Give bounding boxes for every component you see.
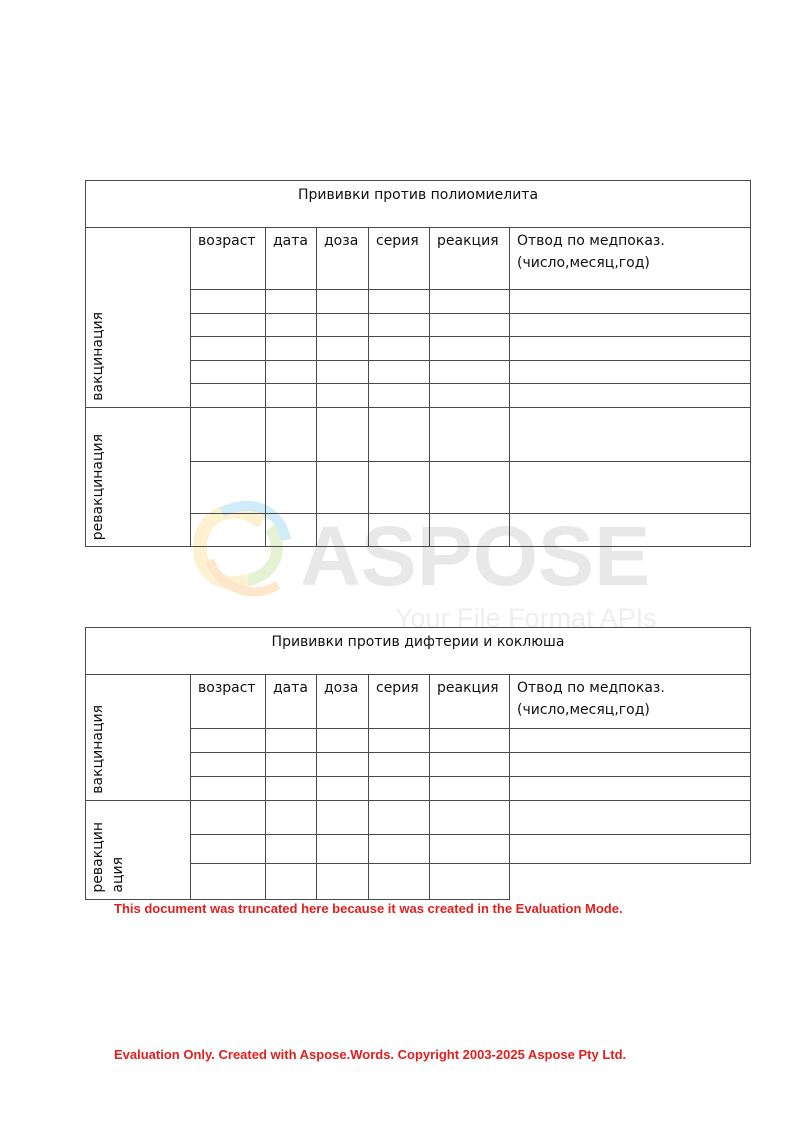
table-cell[interactable] — [369, 408, 430, 462]
header-medical-exemption: Отвод по медпоказ.(число,месяц,год) — [510, 675, 751, 729]
table-cell[interactable] — [430, 337, 510, 361]
table-cell[interactable] — [510, 801, 751, 835]
table-cell[interactable] — [369, 361, 430, 384]
table-cell[interactable] — [266, 753, 317, 777]
table-cell[interactable] — [191, 462, 266, 514]
header-date: дата — [266, 675, 317, 729]
table-cell[interactable] — [191, 337, 266, 361]
table-cell[interactable] — [317, 337, 369, 361]
table-cell[interactable] — [317, 314, 369, 337]
table-cell[interactable] — [369, 384, 430, 408]
table-cell[interactable] — [191, 801, 266, 835]
table-cell[interactable] — [266, 835, 317, 864]
table-cell[interactable] — [369, 801, 430, 835]
section-label-text: ревакцинация — [90, 433, 106, 540]
table-cell[interactable] — [317, 514, 369, 547]
vaccination-section-label — [86, 675, 191, 801]
table-cell[interactable] — [191, 408, 266, 462]
table-cell[interactable] — [430, 290, 510, 314]
table-cell[interactable] — [317, 801, 369, 835]
table-cell[interactable] — [369, 462, 430, 514]
table-cell[interactable] — [266, 864, 317, 900]
table-cell[interactable] — [430, 361, 510, 384]
evaluation-footer: Evaluation Only. Created with Aspose.Words. Copyright 2003-2025 Aspose Pty Ltd. — [114, 1047, 627, 1062]
table-cell[interactable] — [510, 314, 751, 337]
table-cell[interactable] — [430, 801, 510, 835]
table-cell[interactable] — [369, 835, 430, 864]
table-cell[interactable] — [317, 408, 369, 462]
table-cell[interactable] — [510, 290, 751, 314]
truncation-notice: This document was truncated here because it was created in the Evaluation Mode. — [114, 901, 623, 916]
table-cell[interactable] — [266, 290, 317, 314]
table-cell[interactable] — [266, 384, 317, 408]
header-medical-exemption: Отвод по медпоказ.(число,месяц,год) — [510, 228, 751, 290]
table-cell[interactable] — [510, 729, 751, 753]
table-cell[interactable] — [191, 753, 266, 777]
table-cell[interactable] — [510, 337, 751, 361]
table-cell[interactable] — [266, 408, 317, 462]
table-cell[interactable] — [191, 514, 266, 547]
table-cell[interactable] — [266, 314, 317, 337]
table-cell[interactable] — [369, 729, 430, 753]
table-cell[interactable] — [430, 514, 510, 547]
table-cell[interactable] — [317, 777, 369, 801]
table-cell[interactable] — [510, 777, 751, 801]
header-series: серия — [369, 228, 430, 290]
vaccination-section-label — [86, 228, 191, 408]
table-cell[interactable] — [369, 777, 430, 801]
table-cell[interactable] — [266, 514, 317, 547]
table-cell[interactable] — [430, 408, 510, 462]
table-cell[interactable] — [430, 864, 510, 900]
table-cell[interactable] — [191, 835, 266, 864]
table-cell[interactable] — [191, 384, 266, 408]
table-cell[interactable] — [430, 777, 510, 801]
table-cell[interactable] — [266, 729, 317, 753]
header-reaction: реакция — [430, 228, 510, 290]
revaccination-section-label — [86, 801, 191, 900]
polio-vaccination-table — [85, 180, 751, 547]
section-label-text: вакцинация — [90, 705, 106, 794]
table-cell[interactable] — [430, 729, 510, 753]
table-cell[interactable] — [510, 462, 751, 514]
table-cell[interactable] — [317, 753, 369, 777]
table-cell[interactable] — [430, 462, 510, 514]
table-cell[interactable] — [369, 290, 430, 314]
table-row — [86, 408, 751, 462]
header-dose: доза — [317, 675, 369, 729]
table-title: Прививки против дифтерии и коклюша — [86, 628, 751, 675]
table-cell[interactable] — [266, 801, 317, 835]
table-cell[interactable] — [369, 514, 430, 547]
section-label-text: вакцинация — [90, 312, 106, 401]
table-cell[interactable] — [510, 514, 751, 547]
table-cell[interactable] — [317, 864, 369, 900]
header-age: возраст — [191, 675, 266, 729]
table-cell[interactable] — [369, 753, 430, 777]
table-cell[interactable] — [191, 777, 266, 801]
table-cell[interactable] — [266, 462, 317, 514]
table-cell[interactable] — [369, 337, 430, 361]
table-cell[interactable] — [430, 753, 510, 777]
table-cell[interactable] — [317, 384, 369, 408]
watermark-tagline: Your File Format APIs — [395, 603, 657, 633]
table-cell[interactable] — [510, 408, 751, 462]
table-cell[interactable] — [191, 729, 266, 753]
table-cell[interactable] — [317, 462, 369, 514]
table-cell[interactable] — [266, 777, 317, 801]
table-cell[interactable] — [510, 361, 751, 384]
table-cell[interactable] — [317, 729, 369, 753]
table-cell[interactable] — [266, 361, 317, 384]
header-age: возраст — [191, 228, 266, 290]
header-reaction: реакция — [430, 675, 510, 729]
table-title: Прививки против полиомиелита — [86, 181, 751, 228]
table-cell[interactable] — [430, 835, 510, 864]
section-label-text: ревакцин ация — [90, 822, 126, 893]
watermark-brand: ASPOSE — [300, 509, 651, 603]
table-cell[interactable] — [191, 361, 266, 384]
table-cell-empty — [510, 864, 751, 900]
table-cell[interactable] — [317, 290, 369, 314]
header-date: дата — [266, 228, 317, 290]
table-cell[interactable] — [510, 753, 751, 777]
table-cell[interactable] — [191, 314, 266, 337]
table-cell[interactable] — [510, 384, 751, 408]
table-cell[interactable] — [266, 337, 317, 361]
revaccination-section-label — [86, 408, 191, 547]
table-cell[interactable] — [430, 314, 510, 337]
table-cell[interactable] — [369, 864, 430, 900]
table-cell[interactable] — [317, 361, 369, 384]
table-cell[interactable] — [510, 835, 751, 864]
table-cell[interactable] — [317, 835, 369, 864]
diphtheria-pertussis-vaccination-table — [85, 627, 751, 900]
table-cell[interactable] — [191, 290, 266, 314]
header-dose: доза — [317, 228, 369, 290]
table-cell[interactable] — [369, 314, 430, 337]
table-cell[interactable] — [430, 384, 510, 408]
header-series: серия — [369, 675, 430, 729]
table-row — [86, 801, 751, 835]
table-cell[interactable] — [191, 864, 266, 900]
